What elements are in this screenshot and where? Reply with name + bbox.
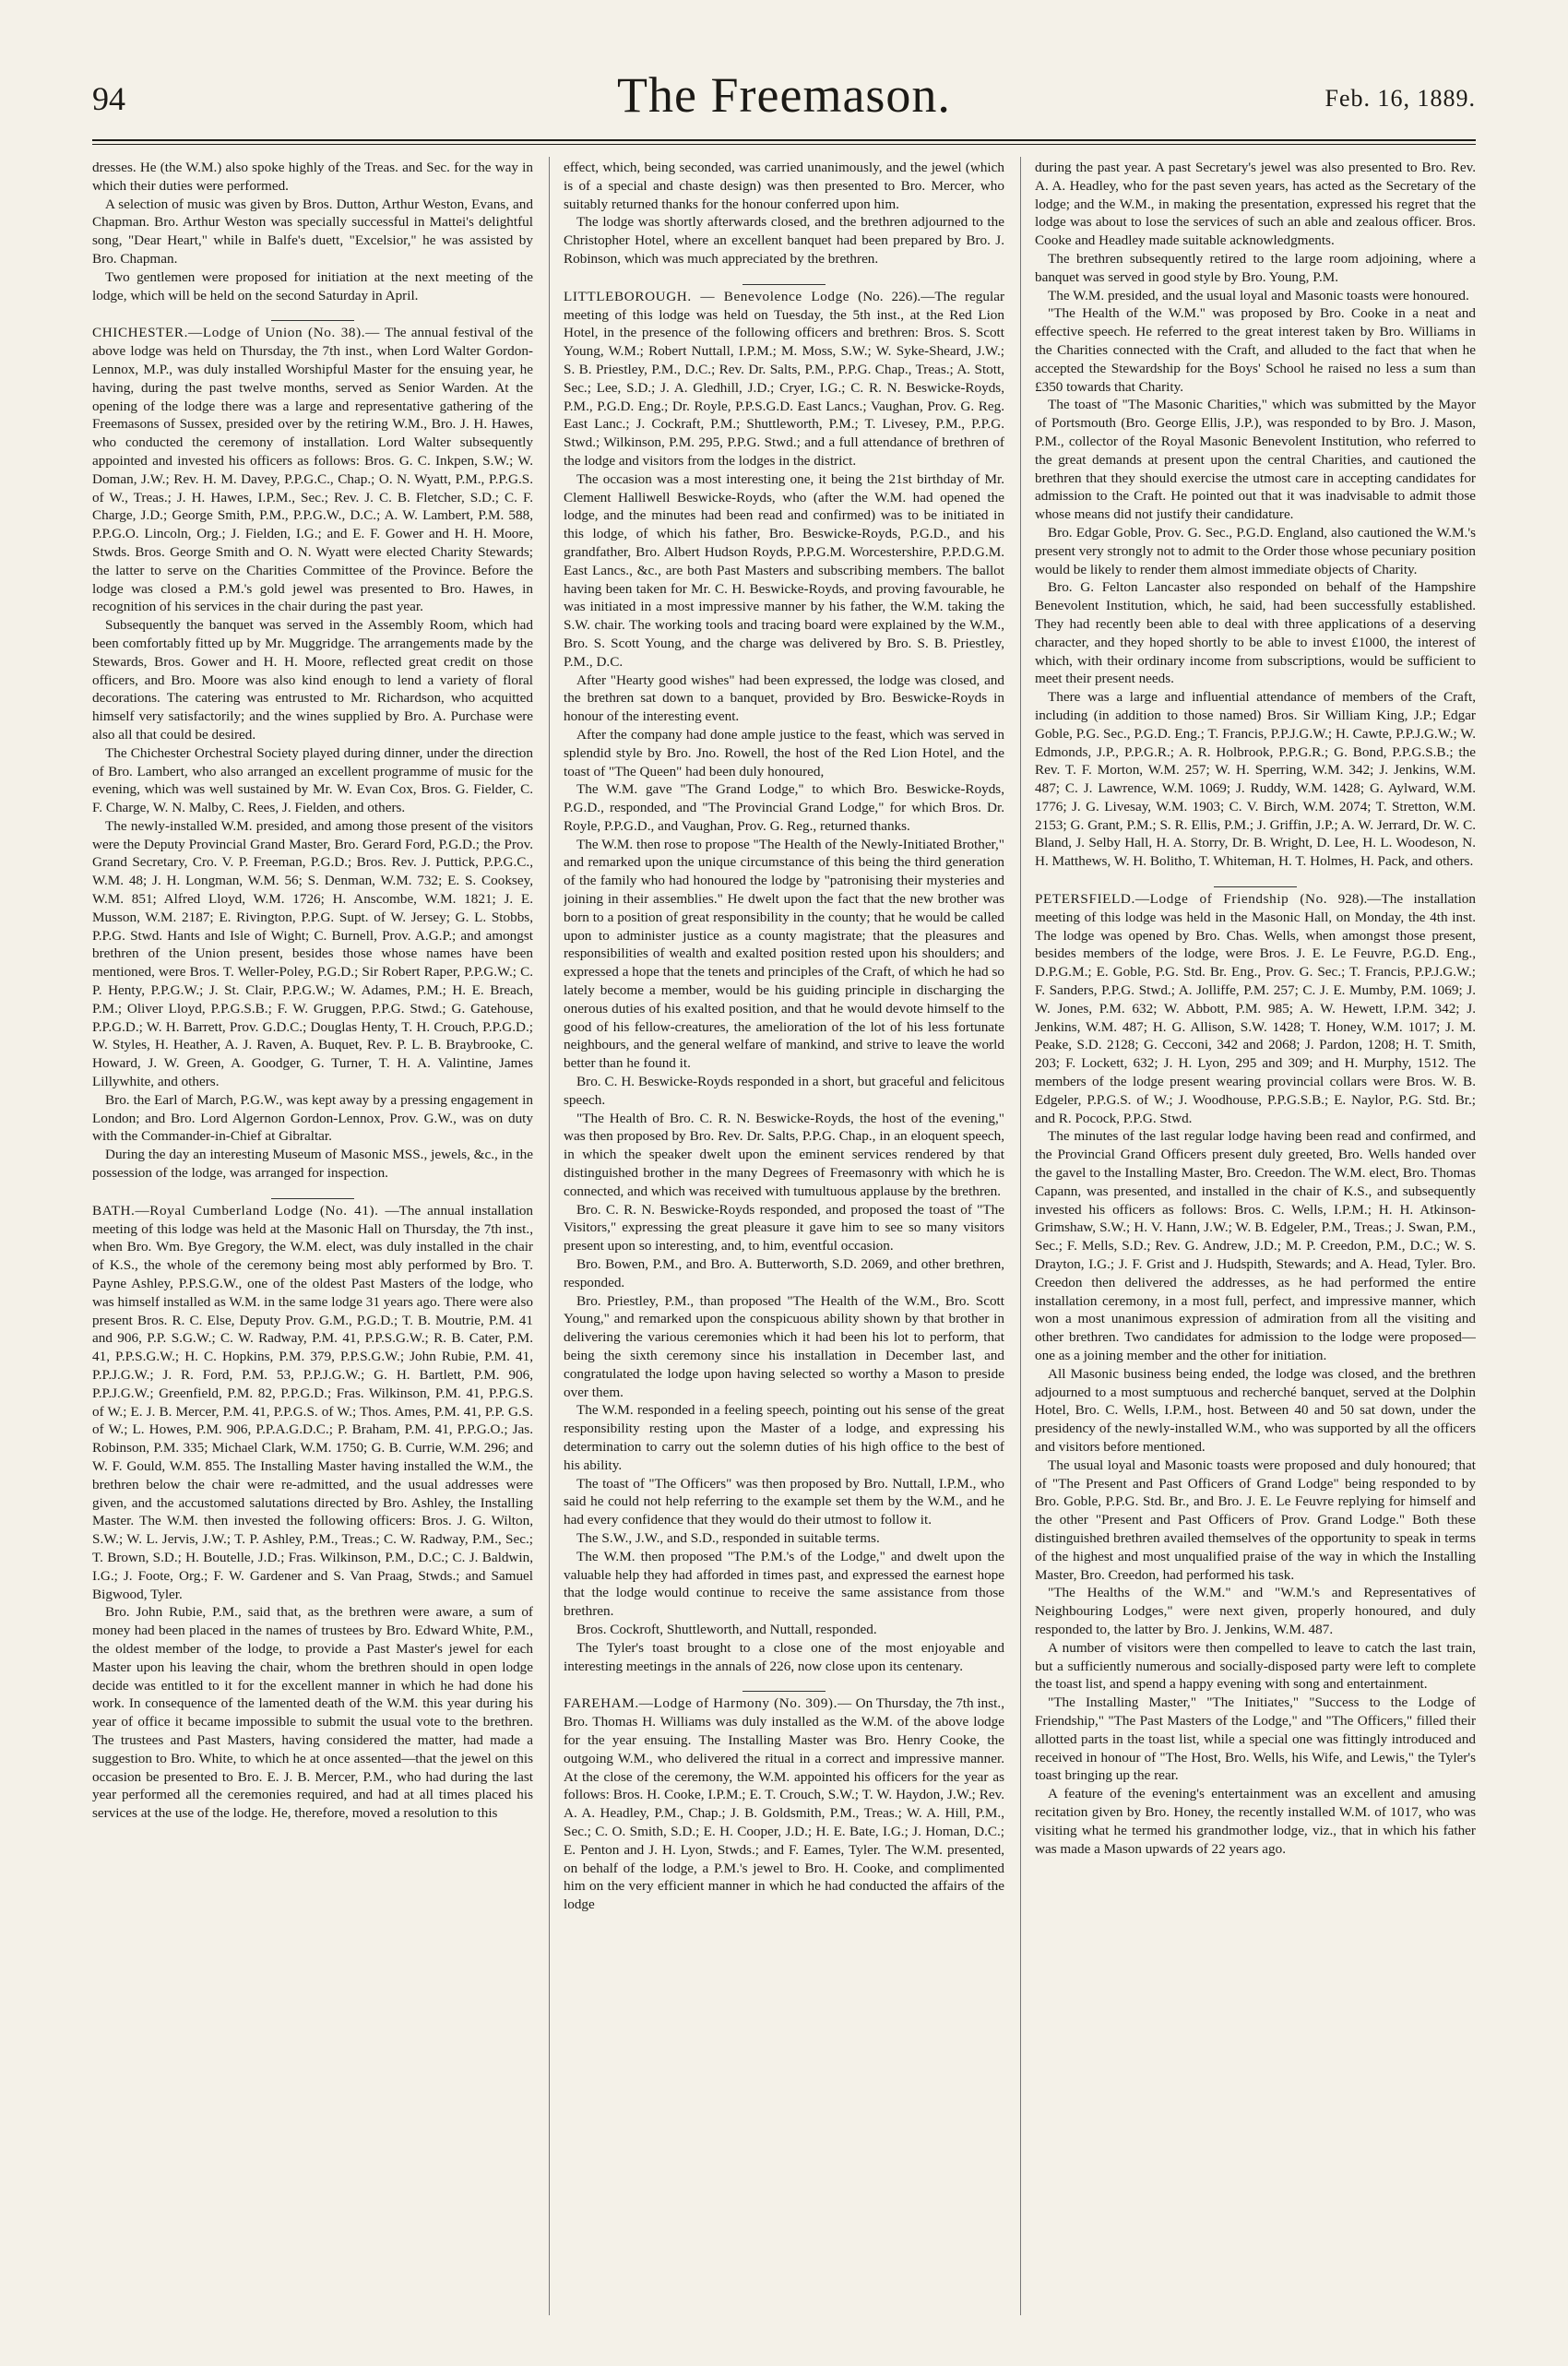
article-heading: FAREHAM.—Lodge of Harmony (No. 309).— (564, 1695, 852, 1712)
paragraph: The W.M. gave "The Grand Lodge," to which Bro. Beswicke-Royds, P.G.D., responded, and "The Provincial Grand Lodge," for which Bros. Dr. Royle, P.P.G.D., and Vaughan, Prov. G. Reg., returned thanks. (564, 781, 1004, 834)
article-lead-text: On Thursday, the 7th inst., Bro. Thomas H. Williams was duly installed as the W.M. of the above lodge for the year ensuing. The Installing Master was Bro. Henry Cooke, the outgoing W.M., who delivered the ritual in a correct and impressive manner. At the close of the ceremony, the W.M. appointed his officers for the year as follows: Bros. H. Cooke, I.P.M.; E. T. Crouch, S.W.; T. W. Haydon, J.W.; Rev. A. A. Headley, P.M., Chap.; J. B. Goldsmith, P.M., Treas.; W. A. Hill, P.M., Sec.; C. O. Smith, S.D.; E. H. Cooper, J.D.; H. E. Bate, I.G.; J. Homan, D.C.; E. Penton and J. H. Lyon, Stwds.; and F. Eames, Tyler. The W.M. presented, on behalf of the lodge, a P.M.'s jewel to Bro. H. Cooke, and complimented him on the very efficient manner in which he had conducted the affairs of the lodge (564, 1695, 1004, 1913)
paragraph: "The Health of Bro. C. R. N. Beswicke-Royds, the host of the evening," was then proposed by Bro. Rev. Dr. Salts, P.P.G. Chap., in an eloquent speech, in which the speaker dwelt upon the eminent services rendered by that distinguished brother in the many Degrees of Freemasonry with which he is connected, and which was received with tumultuous applause by the brethren. (564, 1110, 1004, 1199)
paragraph: The minutes of the last regular lodge having been read and confirmed, and the Provincial Grand Officers present duly greeted, Bro. Wells handed over the gavel to the Installing Master, Bro. Creedon. The W.M. elect, Bro. Thomas Capann, was presented, and installed in the chair of K.S., and subsequently invested his officers as follows: Bros. C. Wells, I.P.M.; H. H. Atkinson-Grimshaw, S.W.; H. V. Hann, J.W.; W. B. Edgeler, P.M., Treas.; J. Swan, P.M., Sec.; F. Mells, S.D.; Rev. G. Andrew, J.D.; M. P. Creedon, P.M., D.C.; W. S. Drayton, I.G.; J. F. Grist and J. Hudspith, Stewards; and A. Head, Tyler. Bro. Creedon then delivered the addresses, as he had performed the entire installation ceremony, in a most full, perfect, and impressive manner, which won a most unanimous expression of admiration from all the visiting and other brethren. Two candidates for admission to the lodge were proposed—one as a joining member and the other for initiation. (1035, 1128, 1476, 1363)
article-heading: BATH.—Royal Cumberland Lodge (No. 41). (92, 1202, 379, 1219)
article-heading: LITTLEBOROUGH. — Benevolence Lodge (564, 288, 850, 304)
paragraph: "The Healths of the W.M." and "W.M.'s and Representatives of Neighbouring Lodges," were next given, properly honoured, and duly responded to, the latter by Bro. J. Jenkins, W.M. 487. (1035, 1585, 1476, 1637)
paragraph: Bro. C. H. Beswicke-Royds responded in a short, but graceful and felicitous speech. (564, 1074, 1004, 1108)
paragraph: The W.M. then proposed "The P.M.'s of the Lodge," and dwelt upon the valuable help they had afforded in times past, and expressed the earnest hope that the lodge would continue to receive the same assistance from those brethren. (564, 1548, 1004, 1620)
paragraph: Bros. Cockroft, Shuttleworth, and Nuttall, responded. (576, 1621, 877, 1637)
paragraph: Subsequently the banquet was served in the Assembly Room, which had been comfortably fitted up by Mr. Muggridge. The arrangements made by the Stewards, Bros. Gower and H. H. Moore, reflected great credit on those officers, and Bro. Moore was also kind enough to lend a variety of floral decorations. The catering was entrusted to Mr. Richardson, who acquitted himself very satisfactorily; and the wines supplied by Bro. A. Purchase were also all that could be desired. (92, 617, 533, 743)
paragraph: The S.W., J.W., and S.D., responded in suitable terms. (576, 1529, 880, 1546)
publication-title: The Freemason. (617, 67, 951, 123)
paragraph: Bro. John Rubie, P.M., said that, as the brethren were aware, a sum of money had been placed in the names of trustees by Bro. Edward White, P.M., the oldest member of the lodge, to provide a Past Master's jewel for each Master upon his leaving the chair, whom the brethren should in open lodge decide was entitled to it for the excellent manner in which he had done his work. In consequence of the lamented death of the W.M. this year during his year of office it became impossible to submit the usual vote to the brethren. The trustees and Past Masters, having considered the matter, had made a suggestion to Bro. White, to which he at once assented—that the jewel on this occasion be presented to Bro. E. J. B. Mercer, P.M., who had during the last year performed all the ceremonies required, and had at all times placed his services at the use of the lodge. He, therefore, moved a resolution to this (92, 1604, 533, 1822)
paragraph: The W.M. presided, and the usual loyal and Masonic toasts were honoured. (1048, 287, 1469, 303)
paragraph: effect, which, being seconded, was carried unanimously, and the jewel (which is of a special and chaste design) was then presented to Bro. Mercer, who suitably returned thanks for the honour conferred upon him. (564, 160, 1004, 212)
paragraph: "The Health of the W.M." was proposed by Bro. Cooke in a neat and effective speech. He referred to the great interest taken by Bro. Williams in the Charities connected with the Craft, and alluded to the fact that when he accepted the Stewardship for the Boys' School he raised no less a sum than £350 towards that Charity. (1035, 305, 1476, 395)
column-divider (1020, 157, 1021, 2315)
paragraph: After "Hearty good wishes" had been expressed, the lodge was closed, and the brethren sat down to a banquet, provided by Bro. Beswicke-Royds in honour of the interesting event. (564, 672, 1004, 725)
paragraph: The lodge was shortly afterwards closed, and the brethren adjourned to the Christopher Hotel, where an excellent banquet had been prepared by Bro. J. Robinson, which was much appreciated by the brethren. (564, 214, 1004, 267)
article-lead-text: (No. 226).—The regular meeting of this lodge was held on Tuesday, the 5th inst., at the Red Lion Hotel, in the presence of the following officers and brethren: Bros. S. Scott Young, W.M.; Robert Nuttall, I.P.M.; M. Moss, S.W.; W. Syke-Sheard, J.W.; S. B. Priestley, P.M., D.C.; Rev. Dr. Salts, P.M., P.P.G. Chap., Treas.; A. Stott, Sec.; Lee, S.D.; J. A. Gledhill, J.D.; Cryer, I.G.; C. R. N. Beswicke-Royds, P.M., P.G.D. Eng.; Dr. Royle, P.P.S.G.D. East Lancs.; Vaughan, Prov. G. Reg. East Lanc.; J. Cockraft, P.M.; Shuttleworth, P.M.; T. Livesey, P.M., P.P.G. Stwd.; Wilkinson, P.M. 295, P.P.G. Stwd.; and a full attendance of brethren of the lodge and visitors from the lodges in the district. (564, 288, 1004, 469)
paragraph: The W.M. then rose to propose "The Health of the Newly-Initiated Brother," and remarked upon the unique circumstance of this being the third generation of the family who had honoured the lodge by "patronising their mysteries and joining in their assemblies." He dwelt upon the fact that the new brother was born to a position of great responsibility in the county; that he would be called upon to administer justice as a county magistrate; that the pleasures and responsibilities of wealth and exalted position rested upon his shoulders; and expressed a hope that the tenets and principles of the Craft, of which he had so lately become a member, would be his guiding principle in discharging the onerous duties of his exalted position, and that he would devote himself to the good of his fellow-creatures, the amelioration of the lot of his less fortunate neighbours, and the general welfare of mankind, and strive to leave the world better than he found it. (564, 836, 1004, 1072)
masthead-rule-thin (92, 144, 1476, 145)
column-1 (92, 159, 533, 2336)
article-section (1035, 886, 1476, 1858)
paragraph: Two gentlemen were proposed for initiation at the next meeting of the lodge, which will be held on the second Saturday in April. (92, 268, 533, 303)
paragraph: The toast of "The Officers" was then proposed by Bro. Nuttall, I.P.M., who said he could not help referring to the example set them by the W.M., and he had every confidence that they would do their utmost to follow it. (564, 1475, 1004, 1528)
paragraph: After the company had done ample justice to the feast, which was served in splendid style by Bro. Jno. Rowell, the host of the Red Lion Hotel, and the toast of "The Queen" had been duly honoured, (564, 726, 1004, 779)
article-section (92, 1198, 533, 1823)
masthead (92, 66, 1476, 131)
article-separator (742, 1691, 826, 1692)
paragraph: A selection of music was given by Bros. Dutton, Arthur Weston, Evans, and Chapman. Bro. Arthur Weston was specially successful in Mattei's delightful song, "Dear Heart," while in Balfe's duett, "Excelsior," he was assisted by Bro. Chapman. (92, 196, 533, 267)
article-opening (92, 324, 533, 616)
paragraph: dresses. He (the W.M.) also spoke highly of the Treas. and Sec. for the way in which their duties were performed. (92, 160, 533, 194)
paragraph: All Masonic business being ended, the lodge was closed, and the brethren adjourned to a most sumptuous and recherché banquet, served at the Dolphin Hotel, Bro. C. Wells, I.P.M., host. Between 40 and 50 sat down, under the presidency of the newly-installed W.M., who was supported by all the officers and visitors before mentioned. (1035, 1365, 1476, 1455)
column-3 (1035, 159, 1476, 2336)
masthead-rule (92, 139, 1476, 141)
article-separator (1214, 886, 1297, 887)
paragraph: There was a large and influential attendance of members of the Craft, including (in addition to those named) Bros. Sir William King, J.P.; Edgar Goble, P.G. Sec., P.G.D. Eng.; T. Francis, P.P.J.G.W.; H. Cawte, P.P.J.G.W.; W. Edmonds, J.P., P.P.G.R.; A. R. Holbrook, P.P.G.R.; G. Bond, P.P.G.S.B.; the Rev. T. F. Morton, W.M. 257; W. H. Sperring, W.M. 342; J. Jenkins, W.M. 487; C. J. Lawrence, W.M. 1069; J. Ruddy, W.M. 1428; G. Aylward, W.M. 1776; J. G. Livesay, W.M. 1903; C. V. Birch, W.M. 2074; T. Stretton, W.M. 2153; G. Grant, P.M.; S. R. Ellis, P.M.; J. Griffin, J.P.; A. W. Jerrard, Dr. W. C. Bland, J. Selby Hall, H. A. Storry, Dr. B. Wright, D. Lee, H. L. Woodeson, N. H. Matthews, W. H. Bolitho, T. Whiteman, H. T. Holmes, H. Pack, and others. (1035, 689, 1476, 870)
article-separator (271, 320, 354, 321)
paragraph: Bro. G. Felton Lancaster also responded on behalf of the Hampshire Benevolent Institution, which, he said, had been successfully established. They had recently been able to deal with three applications of a deserving character, and they hoped shortly to be able to invest £1000, the interest of which, with their ordinary income from subscriptions, would be sufficient to meet their present needs. (1035, 579, 1476, 687)
article-lead-text: 928).—The installation meeting of this lodge was held in the Masonic Hall, on Monday, the 4th inst. The lodge was opened by Bro. Chas. Wells, when amongst those present, besides members of the lodge, were Bros. J. E. Le Feuvre, P.G.D. Eng., D.P.G.M.; E. Goble, P.G. Std. Br. Eng., Prov. G. Sec.; T. Francis, P.P.J.G.W.; F. Sanders, P.P.G. Stwd.; A. Jolliffe, P.M. 257; C. J. E. Mumby, P.M. 1069; J. W. Jones, P.M. 632; W. Abbott, P.M. 985; A. W. Hewett, I.P.M. 342; J. Jenkins, W.M. 487; H. G. Allison, S.W. 1428; T. Honey, W.M. 1017; J. M. Peake, S.D. 2128; G. Cecconi, 342 and 2068; J. Pardon, 1208; H. T. Smith, 203; F. Lockett, 632; J. H. Lyon, 295 and 309; and H. Murphy, 1512. The members of the lodge present wearing provincial collars were Bros. W. B. Edgeler, P.P.G.S. of W.; J. Woodhouse, P.P.G.S.B.; E. Naylor, P.G. Std. Br.; and R. Pocock, P.P.G. Stwd. (1035, 891, 1476, 1126)
paragraph: Bro. Edgar Goble, Prov. G. Sec., P.G.D. England, also cautioned the W.M.'s present very strongly not to admit to the Order those whose pecuniary position would be likely to render them almost immediate objects of Charity. (1035, 524, 1476, 577)
paragraph: The W.M. responded in a feeling speech, pointing out his sense of the great responsibility resting upon the Master of a lodge, and expressing his determination to carry out the solemn duties of his high office to the best of his ability. (564, 1402, 1004, 1473)
paragraph: The Chichester Orchestral Society played during dinner, under the direction of Bro. Lambert, who also arranged an excellent programme of music for the evening, which was well sustained by Mr. W. Evan Cox, Bros. G. Fielder, C. F. Charge, W. N. Malby, C. Rees, J. Fielden, and others. (92, 744, 533, 816)
article-section (564, 284, 1004, 1676)
article-section (92, 320, 533, 1182)
column-divider (549, 157, 550, 2315)
paragraph: during the past year. A past Secretary's jewel was also presented to Bro. Rev. A. A. Headley, who for the past seven years, has acted as the Secretary of the lodge; and the W.M., in making the presentation, expressed his regret that the lodge was about to lose the services of such an able and zealous officer. Bros. Cooke and Headley made suitable acknowledgments. (1035, 160, 1476, 249)
article-opening (92, 1202, 533, 1604)
paragraph: Bro. the Earl of March, P.G.W., was kept away by a pressing engagement in London; and Bro. Lord Algernon Gordon-Lennox, Prov. G.W., was on duty with the Commander-in-Chief at Gibraltar. (92, 1091, 533, 1145)
paragraph: The Tyler's toast brought to a close one of the most enjoyable and interesting meetings in the annals of 226, now close upon its centenary. (564, 1639, 1004, 1674)
article-section (564, 1691, 1004, 1914)
article-opening (564, 288, 1004, 470)
page-number: 94 (92, 80, 125, 117)
paragraph: The toast of "The Masonic Charities," which was submitted by the Mayor of Portsmouth (Bro. George Ellis, J.P.), was responded to by Bro. J. Mason, P.M., collector of the Royal Masonic Benevolent Institution, who referred to the great demands at present upon the central Charities, and cautioned the brethren that they should exercise the utmost care in accepting candidates for admission to the Craft. He pointed out that it was inadvisable to admit those whose means did not justify their candidature. (1035, 397, 1476, 523)
paragraph: The usual loyal and Masonic toasts were proposed and duly honoured; that of "The Present and Past Officers of Grand Lodge" being responded to by Bro. Goble, P.P.G. Std. Br., and Bro. J. E. Le Feuvre replying for himself and the other "Present and Past Officers of Prov. Grand Lodge." Both these distinguished brethren availed themselves of the opportunity to speak in terms of the highest and most unqualified praise of the way in which the Installing Master, Bro. Creedon, had performed his task. (1035, 1456, 1476, 1583)
paragraph: During the day an interesting Museum of Masonic MSS., jewels, &c., in the possession of the lodge, was arranged for inspection. (92, 1147, 533, 1182)
article-opening (1035, 890, 1476, 1127)
paragraph: The occasion was a most interesting one, it being the 21st birthday of Mr. Clement Halliwell Beswicke-Royds, who (after the W.M. had opened the lodge, and the minutes had been read and confirmed) was to be initiated in this lodge, of which his father, Bro. Beswicke-Royds, P.G.D., and his grandfather, Bro. Albert Hudson Royds, P.P.G.M. Worcestershire, P.P.D.G.M. East Lancs., &c., are both Past Masters and subscribing members. The ballot having been taken for Mr. C. H. Beswicke-Royds, and proving favourable, he was initiated in a most impressive manner by his father, the W.M. taking the S.W. chair. The working tools and tracing board were explained by the W.M., Bro. S. Scott Young, and the charge was delivered by Bro. S. B. Priestley, P.M., D.C. (564, 470, 1004, 670)
article-separator (742, 284, 826, 285)
paragraph: Bro. Bowen, P.M., and Bro. A. Butterworth, S.D. 2069, and other brethren, responded. (564, 1256, 1004, 1290)
column-2 (564, 159, 1004, 2336)
article-lead-text: —The annual installation meeting of this lodge was held at the Masonic Hall on Thursday, the 7th inst., when Bro. Wm. Bye Gregory, the W.M. elect, was duly installed in the chair of K.S., the whole of the ceremony being most ably performed by Bro. T. Payne Ashley, P.P.S.G.W., one of the oldest Past Masters of the lodge, who was himself installed as W.M. in the same lodge 31 years ago. There were also present Bros. R. C. Else, Deputy Prov. G.M., P.G.D.; T. B. Moutrie, P.M. 41 and 906, P.P. S.G.W.; C. W. Radway, P.M. 41, P.P.S.G.W.; R. B. Cater, P.M. 41, P.P.S.G.W.; H. C. Hopkins, P.M. 379, P.P.S.G.W.; John Rubie, P.M. 41, P.P.J.G.W.; J. R. Ford, P.M. 53, P.P.J.G.W.; G. H. Bartlett, P.M. 906, P.P.J.G.W.; Greenfield, P.M. 82, P.P.G.D.; Fras. Wilkinson, P.M. 41, P.P.G.S. of W.; E. J. B. Mercer, P.M. 41, P.P.G.S. of W.; Thos. Ames, P.M. 41, P.P. G.S. of W.; L. Howes, P.M. 906, P.P.A.G.D.C.; P. Braham, P.M. 41, P.P.G.O.; Jas. Robinson, P.M. 335; Michael Clark, W.M. 1750; G. B. Currie, W.M. 296; and W. F. Gould, W.M. 855. The Installing Master having installed the W.M., the brethren below the chair were re-admitted, and the usual addresses were given, and the accustomed salutations directed by Bro. Ashley, the Installing Master. The W.M. then invested the following officers: Bros. J. G. Wilton, S.W.; W. L. Jervis, J.W.; T. P. Ashley, P.M., Treas.; C. W. Radway, P.M., Sec.; T. Brown, S.D.; H. Boutelle, J.D.; Fras. Wilkinson, P.M., D.C.; C. J. Baldwin, I.G.; J. Foote, Org.; F. W. Gardener and S. Van Praag, Stwds.; and Samuel Bigwood, Tyler. (92, 1202, 533, 1602)
paragraph: Bro. Priestley, P.M., than proposed "The Health of the W.M., Bro. Scott Young," and remarked upon the conspicuous ability shown by that brother in delivering the various ceremonies which it had been his lot to perform, that being the sixth ceremony since his installation in December last, and congratulated the lodge upon having selected so worthy a Mason to preside over them. (564, 1292, 1004, 1400)
article-heading: CHICHESTER.—Lodge of Union (No. 38).— (92, 325, 380, 341)
paragraph: A number of visitors were then compelled to leave to catch the last train, but a sufficiently numerous and socially-disposed party were left to complete the toast list, and spend a happy evening with song and entertainment. (1035, 1639, 1476, 1693)
issue-date: Feb. 16, 1889. (1324, 85, 1476, 112)
article-opening (564, 1694, 1004, 1914)
paragraph: Bro. C. R. N. Beswicke-Royds responded, and proposed the toast of "The Visitors," expressing the great pleasure it gave him to see so many visitors present upon so interesting, and, to him, eventful occasion. (564, 1201, 1004, 1254)
article-heading: PETERSFIELD.—Lodge of Friendship (No. (1035, 891, 1328, 908)
paragraph: The brethren subsequently retired to the large room adjoining, where a banquet was served in good style by Bro. Young, P.M. (1035, 250, 1476, 285)
paragraph: The newly-installed W.M. presided, and among those present of the visitors were the Deputy Provincial Grand Master, Bro. Gerard Ford, P.G.D.; the Prov. Grand Secretary, Cro. V. P. Freeman, P.G.D.; Bros. Rev. J. Puttick, P.P.G.C., W.M. 48; J. H. Longman, W.M. 56; S. Denman, W.M. 732; E. S. Cooksey, W.M. 851; Alfred Lloyd, W.M. 1726; H. Anscombe, W.M. 1821; J. E. Musson, W.M. 2187; E. Rivington, P.P.G. Supt. of W. Jersey; G. L. Stobbs, P.P.G. Stwd. Hants and Isle of Wight; C. Burnell, Prov. A.G.P.; and amongst brethren of the Union present, besides those whose names have been mentioned, were Bros. T. Weller-Poley, P.G.D.; Sir Robert Raper, P.P.G.W.; C. P. Henty, P.P.G.W.; J. St. Clair, P.P.G.W.; W. Adames, P.M.; H. E. Breach, P.M.; Oliver Lloyd, P.P.G.S.B.; F. W. Gruggen, P.P.G. Stwd.; G. Gatehouse, P.P.G.D.; W. H. Barrett, Prov. G.D.C.; Douglas Henty, T. H. Crouch, P.P.G.D.; W. Styles, H. Heather, A. J. Raven, A. Buquet, Rev. P. L. B. Braybrooke, C. Howard, J. W. Green, A. Goodger, G. Turner, T. H. A. Valintine, James Lillywhite, and others. (92, 817, 533, 1090)
article-separator (271, 1198, 354, 1199)
paragraph: A feature of the evening's entertainment was an excellent and amusing recitation given by Bro. Honey, the recently installed W.M. of 1017, who was visiting what he termed his grandmother lodge, viz., that in which his father was made a Mason upwards of 22 years ago. (1035, 1786, 1476, 1857)
paragraph: "The Installing Master," "The Initiates," "Success to the Lodge of Friendship," "The Past Masters of the Lodge," and "The Officers," filled their allotted parts in the toast list, while a special one was fittingly introduced and received in honour of "The Host, Bro. Wells, his Wife, and Lewis," the Tyler's toast bringing up the rear. (1035, 1694, 1476, 1784)
article-lead-text: The annual festival of the above lodge was held on Thursday, the 7th inst., when Lord Walter Gordon-Lennox, M.P., was duly installed Worshipful Master for the ensuing year, he having, during the past twelve months, served as Senior Warden. At the opening of the lodge there was a large and representative gathering of the Freemasons of Sussex, presided over by the retiring W.M., Bro. J. H. Hawes, who conducted the ceremony of installation. Lord Walter subsequently appointed and invested his officers as follows: Bros. G. C. Inkpen, S.W.; W. Doman, J.W.; Rev. H. M. Davey, P.P.G.C., Chap.; O. N. Wyatt, P.M., P.P.G.S. of W., Treas.; J. H. Hawes, I.P.M., Sec.; Rev. J. C. B. Fletcher, S.D.; C. F. Charge, J.D.; George Smith, P.M., P.P.G.W., D.C.; A. W. Lambert, P.M. 588, P.P.G.O. Lincoln, Org.; J. Fielden, I.G.; and E. F. Gower and H. H. Moore, Stwds. Bros. George Smith and O. N. Wyatt were elected Charity Stewards; the latter to serve on the Charities Committee of the Province. Before the lodge was closed a P.M.'s gold jewel was presented to Bro. Hawes, in recognition of his services in the chair during the past year. (92, 325, 533, 615)
